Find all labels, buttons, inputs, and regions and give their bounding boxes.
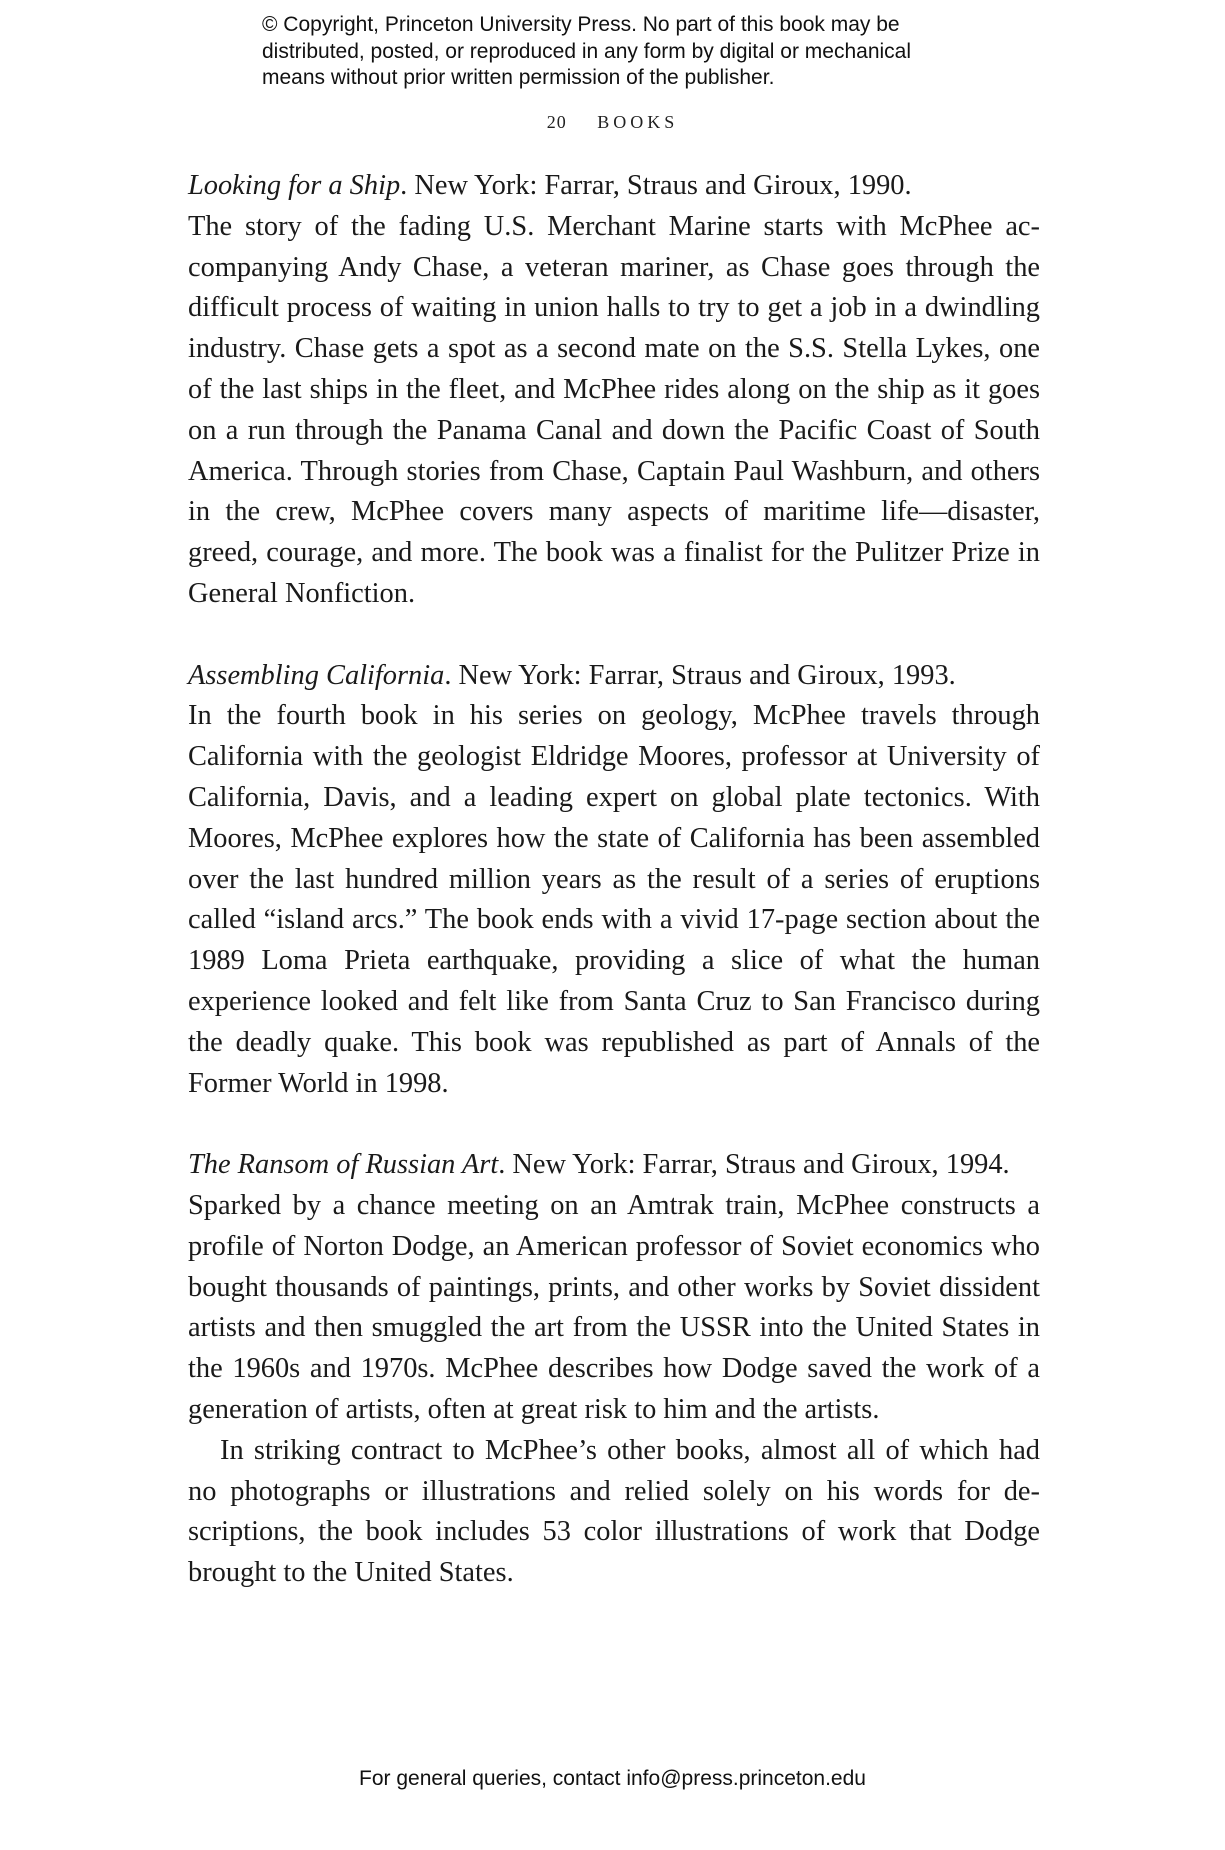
book-entry <box>188 656 1040 1105</box>
book-entries <box>188 166 1040 1635</box>
book-title: Assembling California <box>188 659 445 691</box>
book-entry <box>188 1145 1040 1594</box>
book-citation <box>188 1145 1040 1186</box>
publication-info: . New York: Farrar, Straus and Giroux, 1993. <box>444 659 956 691</box>
copyright-line-1: © Copyright, Princeton University Press. No part of this book may be <box>262 13 900 36</box>
footer-contact: For general queries, contact info@press.princeton.edu <box>359 1767 866 1790</box>
copyright-line-3: means without prior written permission of the publisher. <box>262 66 775 89</box>
book-citation <box>188 166 1040 207</box>
book-description-continued: In striking contract to McPhee’s other books, almost all of which had no photographs or illustrations and relied solely on his words for descriptions, the book includes 53 color illustrations of work that Dodge brought to the United States. <box>188 1434 1040 1589</box>
running-head <box>0 112 1225 133</box>
book-title: The Ransom of Russian Art <box>188 1149 499 1181</box>
book-description: In the fourth book in his series on geology, McPhee travels through California with the geologist Eldridge Moores, professor at University of California, Davis, and a leading expert on global plate tectonics. With Moores, McPhee explores how the state of California has been assembled over the last hundred million years as the result of a series of eruptions called “island arcs.” The book ends with a vivid 17-page section about the 1989 Loma Prieta earthquake, providing a slice of what the human experience looked and felt like from Santa Cruz to San Francisco during the deadly quake. This book was republished as part of Annals of the Former World in 1998. <box>188 700 1040 1099</box>
book-description: Sparked by a chance meeting on an Amtrak train, McPhee constructs a profile of Norton Dodge, an American professor of Soviet economics who bought thousands of paintings, prints, and other works by Soviet dissident artists and then smuggled the art from the USSR into the United States in the 1960s and 1970s. McPhee describes how Dodge saved the work of a generation of artists, often at great risk to him and the artists. <box>188 1189 1040 1425</box>
publication-info: . New York: Farrar, Straus and Giroux, 1990. <box>400 170 912 201</box>
book-title: Looking for a Ship <box>188 170 401 201</box>
book-citation <box>188 656 1040 697</box>
page-number: 20 <box>546 112 567 132</box>
copyright-notice <box>262 12 1022 92</box>
publication-info: . New York: Farrar, Straus and Giroux, 1994. <box>498 1149 1010 1181</box>
book-entry <box>188 166 1040 615</box>
copyright-line-2: distributed, posted, or reproduced in any form by digital or mechanical <box>262 39 912 63</box>
book-description: The story of the fading U.S. Merchant Marine starts with McPhee accompanying Andy Chase, a veteran mariner, as Chase goes through the difficult process of waiting in union halls to try to get a job in a dwindling industry. Chase gets a spot as a second mate on the S.S. Stella Lykes, one of the last ships in the fleet, and McPhee rides along on the ship as it goes on a run through the Panama Canal and down the Pacific Coast of South America. Through stories from Chase, Captain Paul Washburn, and others in the crew, McPhee covers many aspects of maritime life—disaster, greed, courage, and more. The book was a finalist for the Pulitzer Prize in General Nonfiction. <box>188 210 1040 609</box>
section-title: BOOKS <box>597 112 679 132</box>
